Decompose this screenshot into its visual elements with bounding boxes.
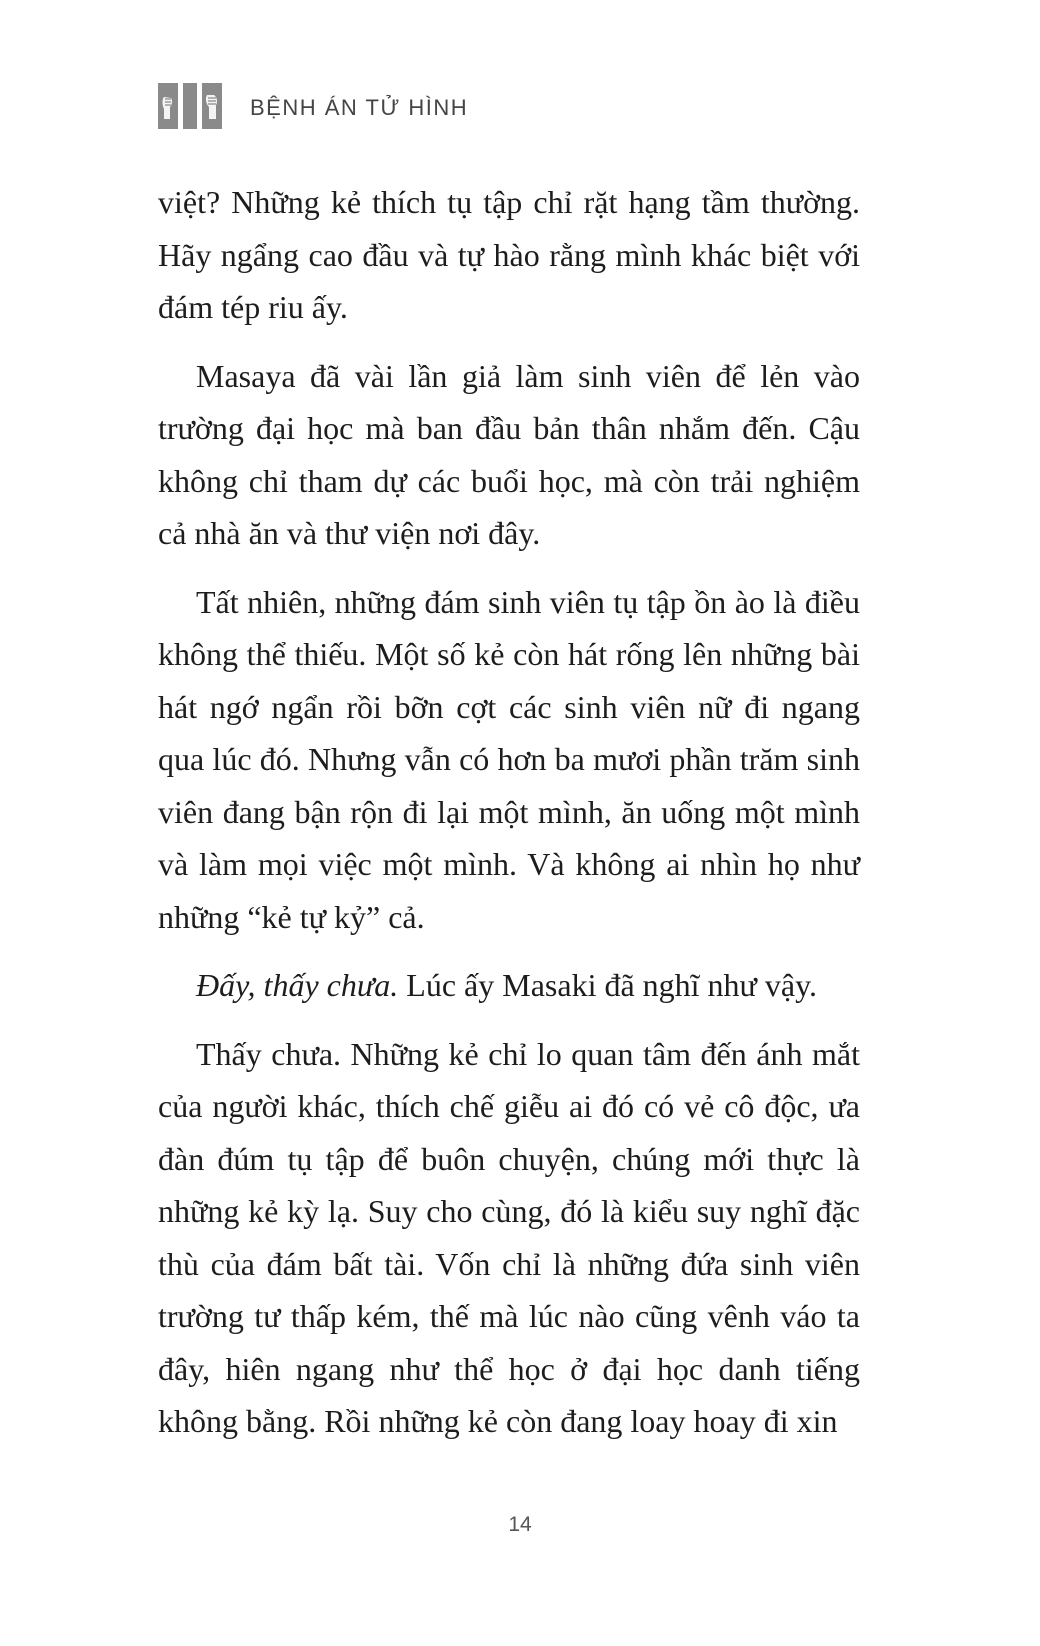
paragraph-text: Lúc ấy Masaki đã nghĩ như vậy. — [398, 967, 818, 1003]
page-body — [158, 176, 860, 1464]
hand-grip-icon — [158, 83, 178, 129]
running-header — [158, 82, 468, 130]
hand-grip-icon — [202, 83, 222, 129]
paragraph — [158, 959, 860, 1012]
prison-bars-hands-icon — [158, 83, 222, 129]
paragraph: Thấy chưa. Những kẻ chỉ lo quan tâm đến ánh mắt của người khác, thích chế giễu ai đó có vẻ cô độc, ưa đàn đúm tụ tập để buôn chuyện, chúng mới thực là những kẻ kỳ lạ. Suy cho cùng, đó là kiểu suy nghĩ đặc thù của đám bất tài. Vốn chỉ là những đứa sinh viên trường tư thấp kém, thế mà lúc nào cũng vênh váo ta đây, hiên ngang như thể học ở đại học danh tiếng không bằng. Rồi những kẻ còn đang loay hoay đi xin — [158, 1035, 860, 1439]
running-title: BỆNH ÁN TỬ HÌNH — [250, 95, 469, 120]
paragraph: việt? Những kẻ thích tụ tập chỉ rặt hạng tầm thường. Hãy ngẩng cao đầu và tự hào rằng mình khác biệt với đám tép riu ấy. — [158, 184, 860, 325]
paragraph: Tất nhiên, những đám sinh viên tụ tập ồn ào là điều không thể thiếu. Một số kẻ còn hát rống lên những bài hát ngớ ngẩn rồi bỡn cợt các sinh viên nữ đi ngang qua lúc đó. Nhưng vẫn có hơn ba mươi phần trăm sinh viên đang bận rộn đi lại một mình, ăn uống một mình và làm mọi việc một mình. Và không ai nhìn họ như những “kẻ tự kỷ” cả. — [158, 583, 860, 935]
logo-bar-left — [158, 83, 178, 129]
page-number: 14 — [508, 1513, 532, 1536]
italic-phrase: Đấy, thấy chưa. — [196, 967, 399, 1003]
paragraph: Masaya đã vài lần giả làm sinh viên để lẻn vào trường đại học mà ban đầu bản thân nhắm đến. Cậu không chỉ tham dự các buổi học, mà còn trải nghiệm cả nhà ăn và thư viện nơi đây. — [158, 357, 860, 551]
logo-bar-middle — [183, 83, 197, 129]
logo-bar-right — [202, 83, 222, 129]
